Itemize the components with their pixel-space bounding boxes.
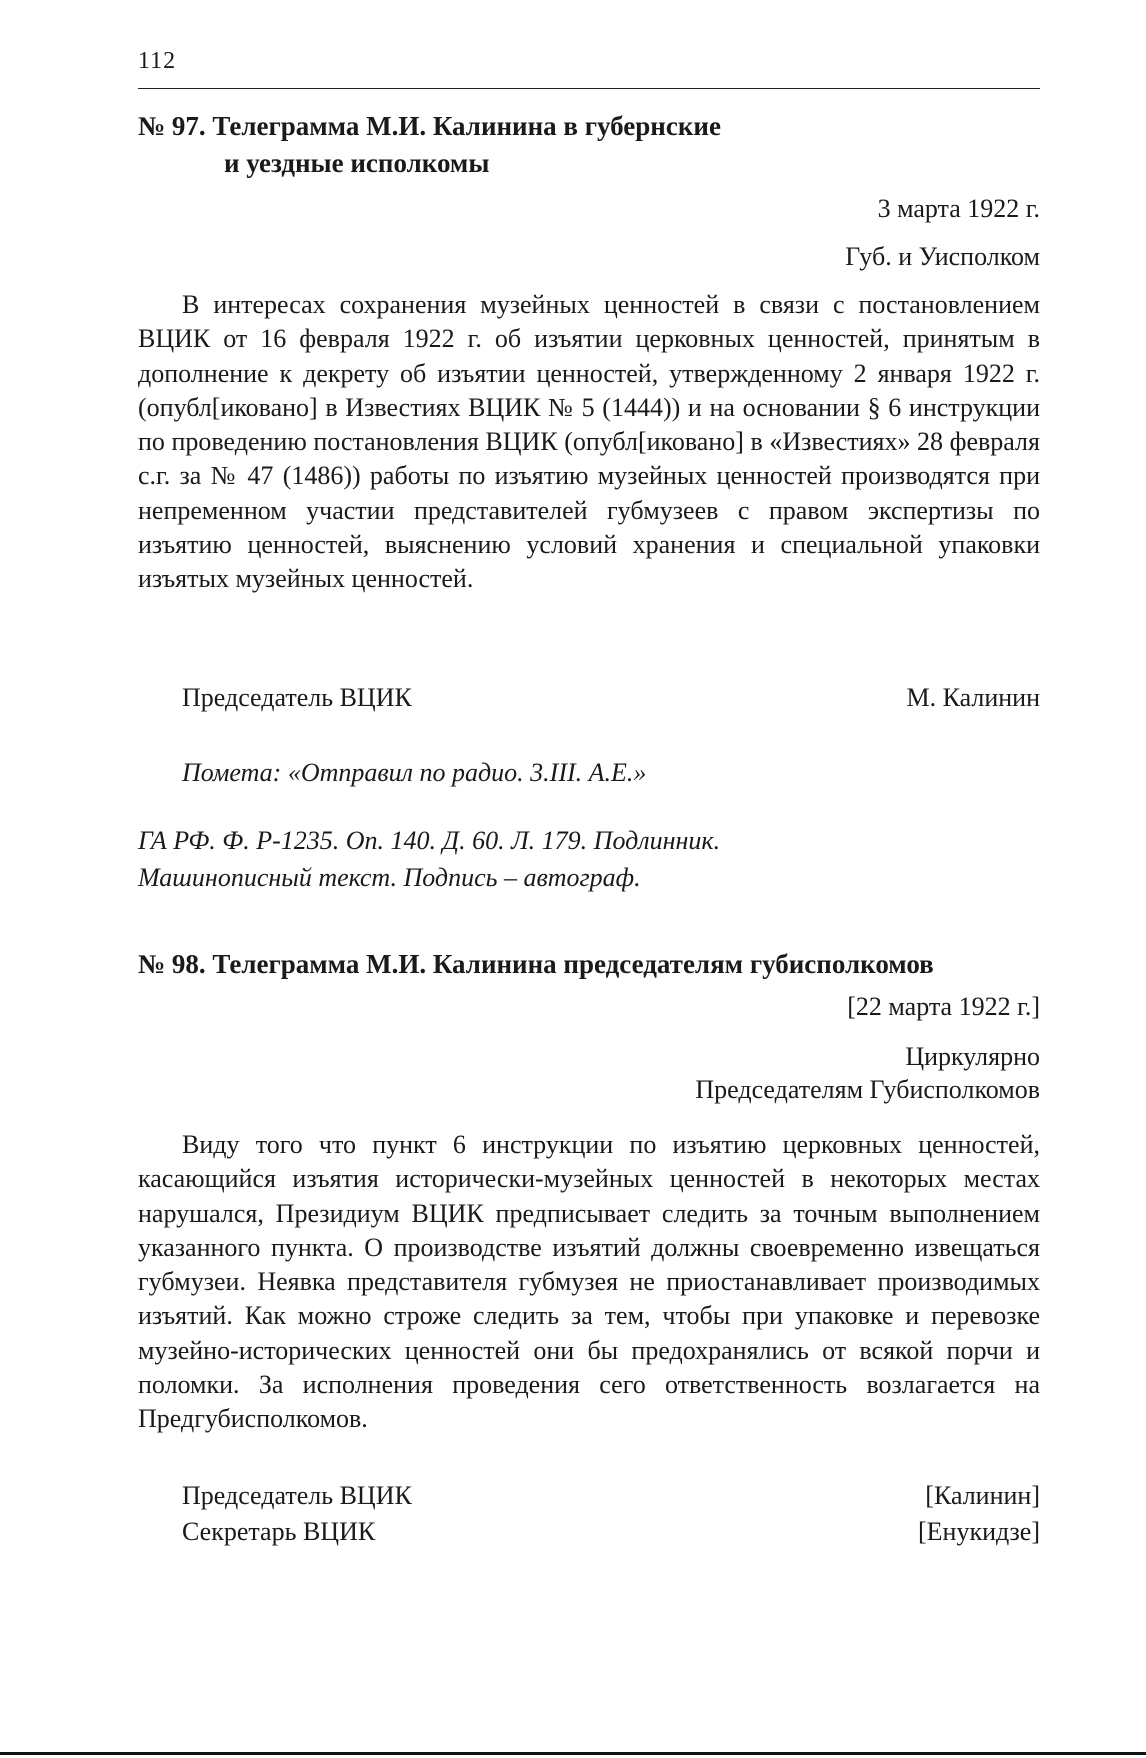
doc97-addressee: Губ. и Уисполком [845, 242, 1040, 271]
doc97-source-line1: ГА РФ. Ф. Р-1235. Оп. 140. Д. 60. Л. 179. Подлинник. [138, 826, 721, 855]
doc97-source [138, 822, 720, 896]
doc98-signature1-name: [Калинин] [925, 1481, 1040, 1510]
doc97-signature [182, 680, 1040, 715]
doc98-signature-2 [182, 1514, 1040, 1549]
doc97-signature-title: Председатель ВЦИК [182, 683, 412, 712]
doc98-body-text: Виду того что пункт 6 инструкции по изъятию церковных ценностей, касающийся изъятия исторически-музейных ценностей в некоторых местах нарушался, Президиум ВЦИК предписывает следить за точным выполнением указанного пункта. О производстве изъятий должны своевременно извещаться губмузеи. Неявка представителя губмузея не приостанавливает производимых изъятий. Как можно строже следить за тем, чтобы при упаковке и перевозке музейно-исторических ценностей они бы предохранялись от всякой порчи и поломки. За исполнения проведения сего ответственность возлагается на Предгубисполкомов. [138, 1130, 1040, 1434]
doc97-body [138, 288, 1040, 597]
doc98-title: № 98. Телеграмма М.И. Калинина председателям губисполкомов [138, 949, 934, 979]
bottom-rule [0, 1752, 1146, 1755]
doc97-source-line2: Машинописный текст. Подпись – автограф. [138, 863, 641, 892]
doc97-title [138, 108, 721, 182]
doc97-body-text: В интересах сохранения музейных ценностей в связи с постановлением ВЦИК от 16 февраля 1922 г. об изъятии церковных ценностей, принятым в дополнение к декрету об изъятии ценностей, утвержденному 2 января 1922 г. (опубл[иковано] в Известиях ВЦИК № 5 (1444)) и на основании § 6 инструкции по проведению постановления ВЦИК (опубл[иковано] в «Известиях» 28 февраля с.г. за № 47 (1486)) работы по изъятию музейных ценностей производятся при непременном участии представителей губмузеев с правом экспертизы по изъятию ценностей, выяснению условий хранения и специальной упаковки изъятых музейных ценностей. [138, 290, 1040, 594]
doc98-signature2-title: Секретарь ВЦИК [182, 1517, 376, 1546]
doc97-note: Помета: «Отправил по радио. 3.III. А.Е.» [182, 758, 647, 787]
doc98-date: [22 марта 1922 г.] [847, 992, 1040, 1021]
doc97-date: 3 марта 1922 г. [877, 194, 1040, 223]
doc98-signature-1 [182, 1478, 1040, 1513]
doc98-signature1-title: Председатель ВЦИК [182, 1481, 412, 1510]
doc98-addressee [695, 1040, 1040, 1106]
doc97-title-line2: и уездные исполкомы [224, 148, 490, 178]
page-number: 112 [138, 48, 177, 74]
doc97-title-line1: № 97. Телеграмма М.И. Калинина в губернские [138, 111, 721, 141]
header-rule [138, 88, 1040, 89]
doc98-addressee-line1: Циркулярно [905, 1042, 1040, 1071]
doc97-signature-name: М. Калинин [906, 683, 1040, 712]
doc98-signature2-name: [Енукидзе] [917, 1517, 1040, 1546]
doc98-addressee-line2: Председателям Губисполкомов [695, 1075, 1040, 1104]
doc98-body [138, 1128, 1040, 1437]
